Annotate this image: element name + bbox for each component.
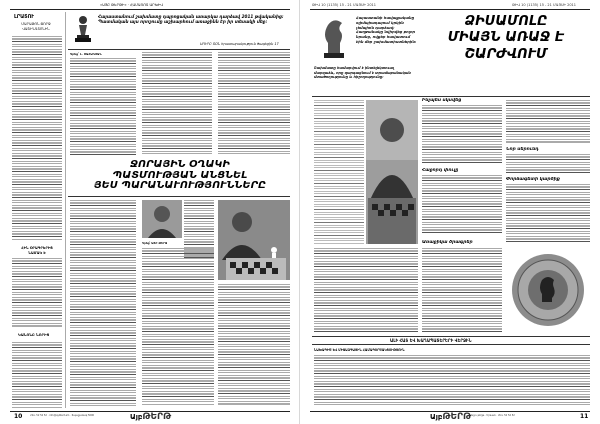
- sidebar-text-block-2: [12, 258, 62, 328]
- right-column-3-block-2: [506, 154, 590, 174]
- bottom-article-text: [314, 355, 590, 407]
- sidebar-text-block: [12, 36, 62, 241]
- right-headline-line1: ՁԻՍԱՄՈԼԸ: [464, 14, 548, 29]
- right-top-rule: [310, 9, 590, 10]
- right-running-header-left: ԹԻՎ 10 (1135) 15 - 21 ՄԱՅՍԻ 2011: [312, 3, 376, 7]
- chess-player-photo: [366, 100, 418, 244]
- feature-headline-line1: ՋՈՐԱՅԻՆ ՕՂԱԿԻ: [130, 159, 230, 170]
- right-teaser: Հայաստանի հավաքականը օլիմպիադայում կրկին չեմպիոն դարձավ: Հաղթանակը նվիրվեց բոլոր նրանց, ովքեր հավատում էին մեր շախմատիստներին:: [356, 16, 417, 44]
- bottom-banner: ԱԼԻ ՀԱՏ ԵՎ ԽԱՂԱՊԱՏԵՐԵՐԻ ՎԵՐՋԻՆ: [390, 338, 472, 343]
- bottom-banner-rule-bottom: [312, 344, 590, 345]
- right-headline: [420, 14, 592, 63]
- feature-date-line: ՍՈՒՐԲ ՏՕՆ հրատարակություն ծագեցին 17: [200, 42, 279, 46]
- right-lower-column-1: [314, 248, 418, 332]
- sidebar-subtitle: ՄԱՐԱԹՈՆ ՋՈՐՋ ՎԱՇԻՆԳՏՈՆԻՆ: [21, 22, 51, 31]
- feature-headline-line2: ՊԱՏՄՈՒԹՅԱՆ ԱՆՑՆԵԼ: [112, 169, 248, 181]
- chess-game-photo: [218, 200, 290, 280]
- sidebar-text-block-3: [12, 342, 62, 408]
- left-page-number: 10: [14, 413, 23, 420]
- sidebar-title: ԼՐԱՏՈՒ: [14, 14, 35, 20]
- lower-column-2: [142, 248, 214, 406]
- feature-headline: [70, 160, 290, 192]
- upper-column-3: [218, 52, 290, 156]
- upper-column-2: [142, 52, 212, 156]
- intro-paragraph: Հայաստանում շախմատը դպրոցական առարկա դարձավ 2011 թվականից: Պատմական այս որոշումը աշխարհում առաջինն էր իր տեսակի մեջ:: [98, 14, 284, 25]
- left-top-rule: [10, 9, 290, 10]
- right-footer-logo-small: Այբ: [430, 413, 443, 421]
- subhead-4: Փորձագետի կարծիք: [506, 177, 560, 182]
- bottom-kicker: ՆԱԽԱԳԻԾ ԵՎ ՄԻՋԱԶԳԱՅԻՆ ՀԱՄԱԳՈՐԾԱԿՑՈՒԹՅՈՒՆ: [314, 348, 405, 352]
- right-page-number: 11: [580, 413, 589, 420]
- upper-column-1: [70, 58, 136, 156]
- feature-author-tag: Գրեց՝ Լ. ՍԱՀԱԿՅԱՆ: [70, 52, 102, 56]
- subhead-2: Հաջորդ փուլը: [422, 168, 459, 173]
- subhead-3: Նոր սերունդ: [506, 147, 539, 152]
- left-footer-logo: [130, 412, 171, 422]
- right-headline-line3: ՇԱՐԺՎՈՒՄ: [464, 46, 548, 62]
- sidebar-section2-title: ՀԻՆ ՕՐԱԳՐԵՐԻՑ ՆԱՄԱԿ Է: [21, 246, 53, 255]
- right-footer-text: «Այբ» թերթ · Երևան · Հեռ. 52 52 52: [470, 414, 515, 417]
- left-footer-text: Հեռ. 52 52 52 · info@aybtert.am · Տպաքանակ 5000: [30, 414, 95, 417]
- right-column-1-upper: [314, 100, 364, 244]
- sidebar-divider: [65, 12, 66, 408]
- chess-knight-image: [314, 13, 354, 61]
- left-footer-logo-big: ԹԵՐԹ: [142, 412, 172, 422]
- subhead-1: Ինչպես սկսվեց: [422, 98, 462, 103]
- right-running-header-right: ԹԻՎ 10 (1135) 15 - 21 ՄԱՅՍԻ 2011: [512, 3, 576, 7]
- headline-rule: [68, 196, 290, 197]
- right-column-2-block-1: [422, 105, 502, 165]
- left-footer-logo-small: Այբ: [130, 413, 143, 421]
- subhead-5: Առաջիկա ծրագրեր: [422, 240, 473, 245]
- right-column-3-block-3: [506, 184, 590, 244]
- sidebar-section3-title: ԿԱՆՈՆԸ ՆՈՐԻՑ: [18, 332, 50, 337]
- feature-headline-line3: ՅԵՍ ՊԱՐԱՆԱՒՈՒԹՅՈՒՆՆԵՐԸ: [94, 180, 266, 191]
- right-newspaper-page: [300, 0, 600, 424]
- chess-piece-image: [70, 13, 96, 47]
- left-running-header: «ԱՅԲ ԹԵՐԹԻ» · ՀԱՄԱՌՈՏ ԱՐԽԻՎ: [100, 3, 163, 7]
- right-column-3-block-1: [506, 100, 590, 144]
- medal-photo: [506, 250, 590, 330]
- lower-column-1: [70, 200, 136, 406]
- right-column-2-block-2: [422, 175, 502, 235]
- right-lead: Շախմատը համարվում է ինտելեկտուալ մարզաձև, որը զարգացնում է տրամաբանական մտածողությունը և հիշողությունը:: [314, 66, 411, 80]
- right-footer-logo: [430, 412, 471, 422]
- right-lower-column-2: [422, 248, 502, 332]
- lower-column-3: [218, 284, 290, 406]
- bottom-banner-rule-top: [312, 336, 590, 337]
- right-headline-line2: ՄԻԱՅՆ ԱՌԱՋ Է: [447, 30, 565, 46]
- portrait-photo: [142, 200, 182, 238]
- lead-rule: [312, 96, 590, 97]
- right-footer-logo-big: ԹԵՐԹ: [442, 412, 472, 422]
- portrait-caption: Գրեց՝ ԱՅԲ ԹԵՐԹ: [142, 241, 168, 245]
- intro-rule: [68, 49, 290, 50]
